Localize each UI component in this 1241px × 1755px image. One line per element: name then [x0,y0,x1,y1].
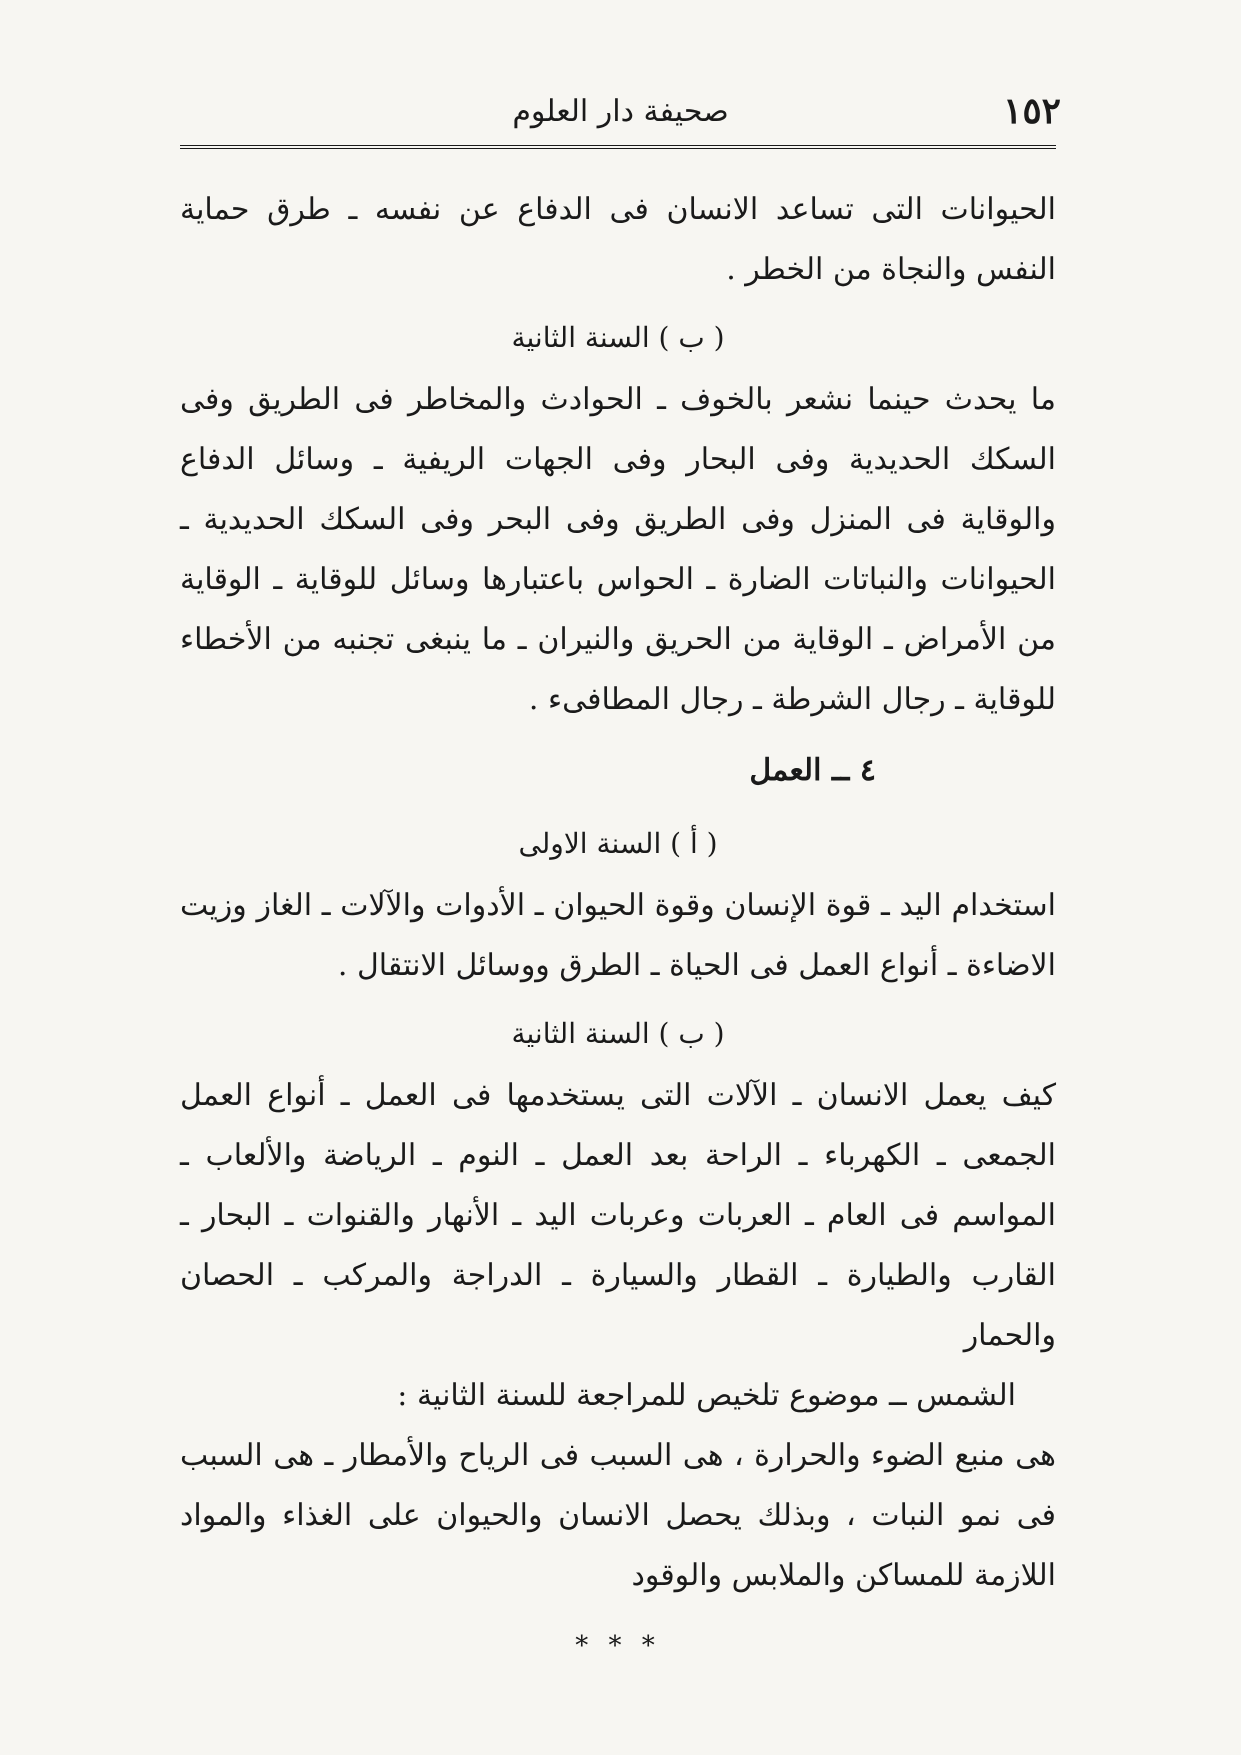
running-title: صحيفة دار العلوم [512,94,729,129]
paragraph-2: ما يحدث حينما نشعر بالخوف ـ الحوادث والمخاطر فى الطريق وفى السكك الحديدية وفى البحار وفى الجهات الريفية ـ وسائل الدفاع والوقاية فى المنزل وفى الطريق وفى البحر وفى السكك الحديدية ـ الحيوانات والنباتات الضارة ـ الحواس باعتبارها وسائل للوقاية ـ الوقاية من الأمراض ـ الوقاية من الحريق والنيران ـ ما ينبغى تجنبه من الأخطاء للوقاية ـ رجال الشرطة ـ رجال المطافىء . [180,382,1056,717]
subheading-second-year-2: ( ب ) السنة الثانية [511,1017,725,1050]
page-number: ١٥٢ [1002,90,1061,132]
paragraph-4: كيف يعمل الانسان ـ الآلات التى يستخدمها فى العمل ـ أنواع العمل الجمعى ـ الكهرباء ـ الراحة بعد العمل ـ النوم ـ الرياضة والألعاب ـ المواسم فى العام ـ العربات وعربات اليد ـ الأنهار والقنوات ـ البحار ـ القارب والطيارة ـ القطار والسيارة ـ الدراجة والمركب ـ الحصان والحمار [180,1078,1056,1353]
subheading-first-year: ( أ ) السنة الاولى [518,827,718,860]
section-end-stars: * * * [575,1631,661,1661]
page-body [180,180,1056,1676]
paragraph-sun-summary: هى منبع الضوء والحرارة ، هى السبب فى الرياح والأمطار ـ هى السبب فى نمو النبات ، وبذلك يحصل الانسان والحيوان على الغذاء والمواد اللازمة للمساكن والملابس والوقود [180,1438,1056,1593]
header-rule [180,145,1056,151]
paragraph-sun-heading: الشمس ــ موضوع تلخيص للمراجعة للسنة الثانية : [397,1378,1016,1413]
section-heading-work: ٤ ــ العمل [749,753,876,788]
subheading-second-year-1: ( ب ) السنة الثانية [511,321,725,354]
page-header [180,82,1061,142]
paragraph-3: استخدام اليد ـ قوة الإنسان وقوة الحيوان ـ الأدوات والآلات ـ الغاز وزيت الاضاءة ـ أنواع العمل فى الحياة ـ الطرق ووسائل الانتقال . [180,888,1056,983]
paragraph-1: الحيوانات التى تساعد الانسان فى الدفاع عن نفسه ـ طرق حماية النفس والنجاة من الخطر . [180,192,1056,287]
